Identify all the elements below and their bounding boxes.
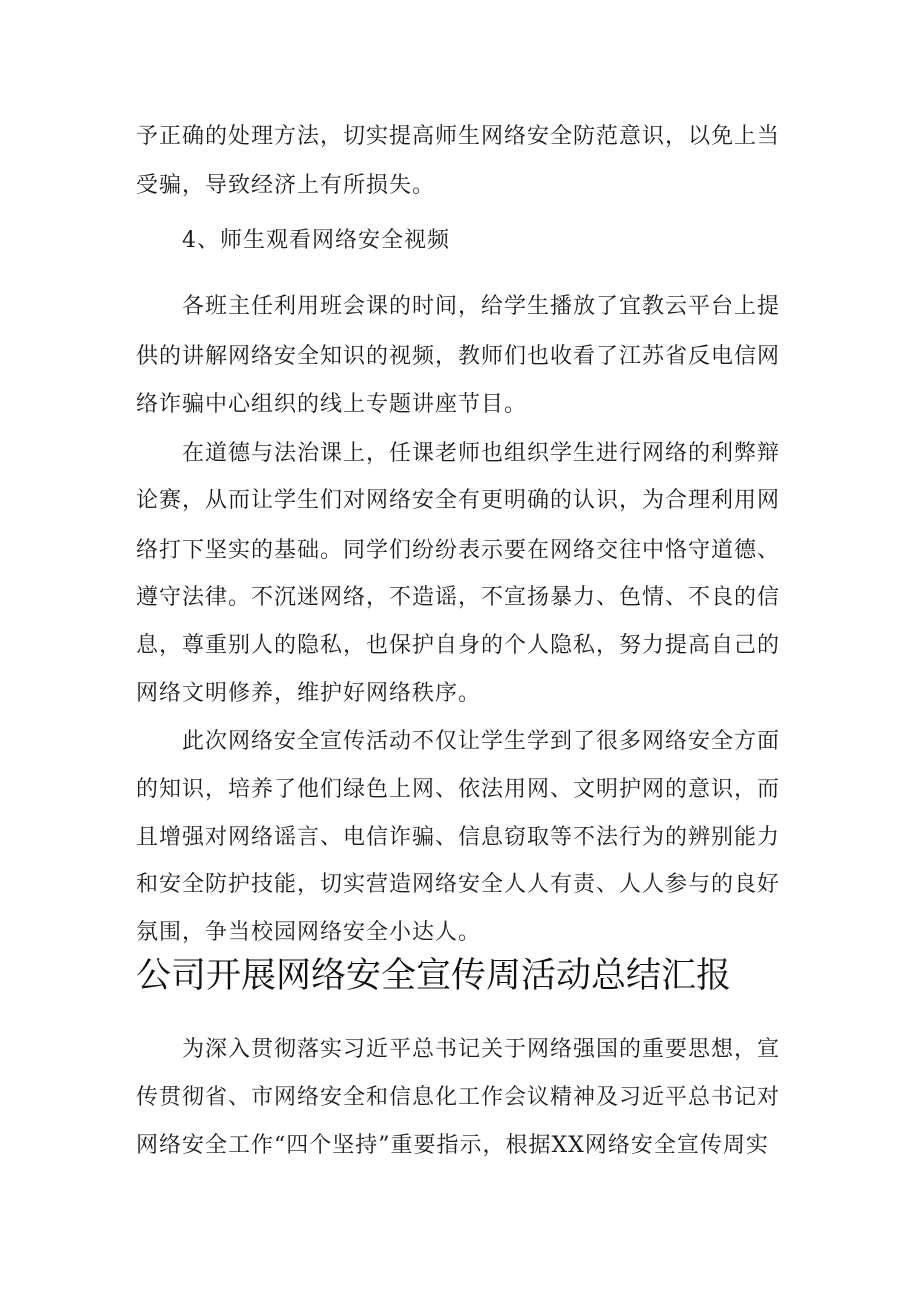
- body-line: 传贯彻省、市网络安全和信息化工作会议精神及习近平总书记对: [136, 1085, 781, 1110]
- body-line: 此次网络安全宣传活动不仅让学生学到了很多网络安全方面: [182, 729, 781, 754]
- body-line: 且增强对网络谣言、电信诈骗、信息窃取等不法行为的辨别能力: [136, 825, 781, 850]
- body-line: 息，尊重别人的隐私，也保护自身的个人隐私，努力提高自己的: [136, 633, 781, 658]
- body-line: 受骗，导致经济上有所损失。: [136, 173, 436, 198]
- section-heading: 4、师生观看网络安全视频: [182, 228, 450, 253]
- body-line: 络诈骗中心组织的线上专题讲座节目。: [136, 392, 528, 417]
- body-line: 在道德与法治课上，任课老师也组织学生进行网络的利弊辩: [182, 441, 781, 466]
- body-line: 予正确的处理方法，切实提高师生网络安全防范意识，以免上当: [136, 124, 781, 149]
- body-line: 供的讲解网络安全知识的视频，教师们也收看了江苏省反电信网: [136, 344, 781, 369]
- body-line: 遵守法律。不沉迷网络，不造谣，不宣扬暴力、色情、不良的信: [136, 585, 781, 610]
- body-line: 氛围，争当校园网络安全小达人。: [136, 920, 482, 945]
- body-line: 为深入贯彻落实习近平总书记关于网络强国的重要思想，宣: [182, 1037, 781, 1062]
- page-title: 公司开展网络安全宣传周活动总结汇报: [136, 956, 732, 996]
- body-line: 和安全防护技能，切实营造网络安全人人有责、人人参与的良好: [136, 872, 781, 897]
- body-line: 论赛，从而让学生们对网络安全有更明确的认识，为合理利用网: [136, 488, 781, 513]
- body-line: 络打下坚实的基础。同学们纷纷表示要在网络交往中恪守道德、: [136, 538, 781, 563]
- body-line: 网络安全工作“四个坚持”重要指示，根据XX网络安全宣传周实: [136, 1133, 769, 1158]
- body-line: 的知识，培养了他们绿色上网、依法用网、文明护网的意识，而: [136, 777, 781, 802]
- body-line: 各班主任利用班会课的时间，给学生播放了宜教云平台上提: [182, 294, 781, 319]
- body-line: 网络文明修养，维护好网络秩序。: [136, 681, 482, 706]
